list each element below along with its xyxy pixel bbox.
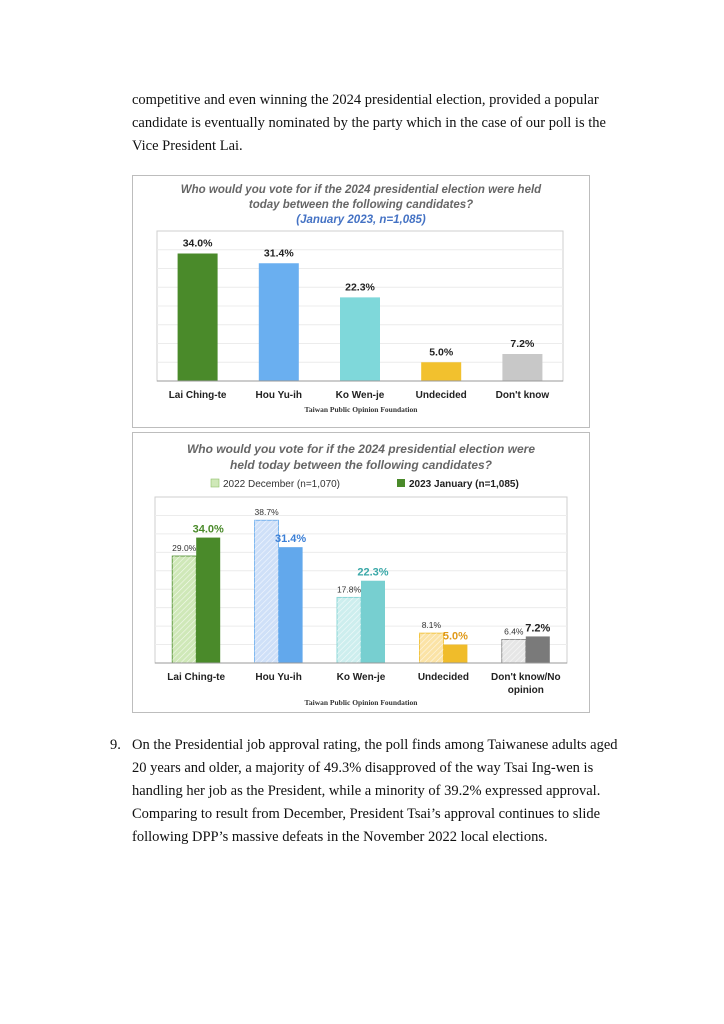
bar-dec-hatch [502, 639, 526, 663]
legend-swatch-dec [211, 479, 219, 487]
chart2-source: Taiwan Public Opinion Foundation [304, 698, 418, 707]
list-item-number: 9. [110, 737, 121, 753]
bar-dec-hatch [419, 633, 443, 663]
item9-paragraph: On the Presidential job approval rating, the poll finds among Taiwanese adults aged 20 years and older, a majority of 49.3% disapproved of the way Tsai Ing-wen is handling her job as the President, while a minority of 39.2% expressed approval. Comparing to result from December, President Tsai’s approval continues to slide following DPP’s massive defeats in the November 2022 local elections. [132, 737, 618, 845]
legend-label-dec: 2022 December (n=1,070) [223, 479, 341, 490]
bar-jan-value-label: 22.3% [357, 566, 389, 579]
bar-jan [361, 581, 385, 663]
bar [259, 263, 299, 381]
intro-paragraph: competitive and even winning the 2024 presidential election, provided a popular candidate is eventually nominated by the party which in the case of our poll is the Vice President Lai. [132, 92, 606, 154]
bar-dec-hatch [172, 556, 196, 663]
bar [340, 297, 380, 381]
chart1-title-line1: Who would you vote for if the 2024 presidential election were held [180, 184, 542, 196]
bar-jan-value-label: 31.4% [274, 533, 307, 546]
x-tick-label: Undecided [417, 672, 469, 683]
chart1-source: Taiwan Public Opinion Foundation [304, 405, 418, 414]
legend-swatch-jan [397, 479, 405, 487]
bar-dec-value-label: 17.8% [336, 584, 362, 595]
chart2-title-line1: Who would you vote for if the 2024 presidential election were [186, 442, 536, 456]
chart-candidate-vote-comparison [132, 432, 590, 713]
bar-value-label: 5.0% [429, 346, 454, 359]
bar-jan [526, 636, 550, 663]
chart2-bars [172, 507, 550, 663]
chart1-title-line2: today between the following candidates? [248, 199, 474, 211]
chart2-svg [133, 433, 589, 712]
x-tick-label: Undecided [415, 390, 467, 401]
chart1-subtitle: (January 2023, n=1,085) [296, 214, 426, 226]
x-tick-label: Hou Yu-ih [255, 390, 303, 401]
chart-candidate-vote-jan-2023 [132, 175, 590, 428]
bar [178, 254, 218, 382]
x-tick-label: Hou Yu-ih [255, 672, 302, 683]
legend-label-jan: 2023 January (n=1,085) [409, 479, 519, 490]
x-tick-label: Lai Ching-te [168, 390, 227, 401]
chart1-bars [178, 238, 543, 382]
x-tick-label: Lai Ching-te [167, 672, 226, 683]
bar-dec-value-label: 38.7% [254, 507, 279, 518]
bar-jan-value-label: 5.0% [442, 630, 468, 643]
bar-jan-value-label: 7.2% [525, 622, 551, 635]
chart2-legend [211, 479, 519, 490]
bar-dec-hatch [337, 597, 361, 663]
chart2-title-line2: held today between the following candidates? [229, 458, 493, 472]
bar-value-label: 34.0% [182, 237, 213, 250]
x-tick-label: opinion [507, 685, 544, 696]
x-tick-label: Ko Wen-je [336, 672, 386, 683]
bar-value-label: 31.4% [263, 247, 294, 260]
x-tick-label: Ko Wen-je [335, 390, 385, 401]
bar [502, 354, 542, 381]
bar-jan-value-label: 34.0% [192, 523, 224, 536]
bar-jan [443, 645, 467, 663]
x-tick-label: Don't know [495, 390, 550, 401]
bar-dec-value-label: 8.1% [421, 620, 442, 631]
bar-value-label: 7.2% [510, 338, 535, 350]
chart2-x-labels [167, 672, 560, 696]
chart1-svg [133, 176, 589, 427]
bar [421, 362, 461, 381]
bar-dec-value-label: 29.0% [172, 543, 197, 554]
chart1-x-labels [169, 390, 550, 401]
bar-jan [196, 538, 220, 663]
bar-jan [279, 547, 303, 663]
bar-dec-value-label: 6.4% [504, 626, 524, 637]
x-tick-label: Don't know/No [491, 672, 561, 683]
bar-value-label: 22.3% [345, 281, 375, 294]
